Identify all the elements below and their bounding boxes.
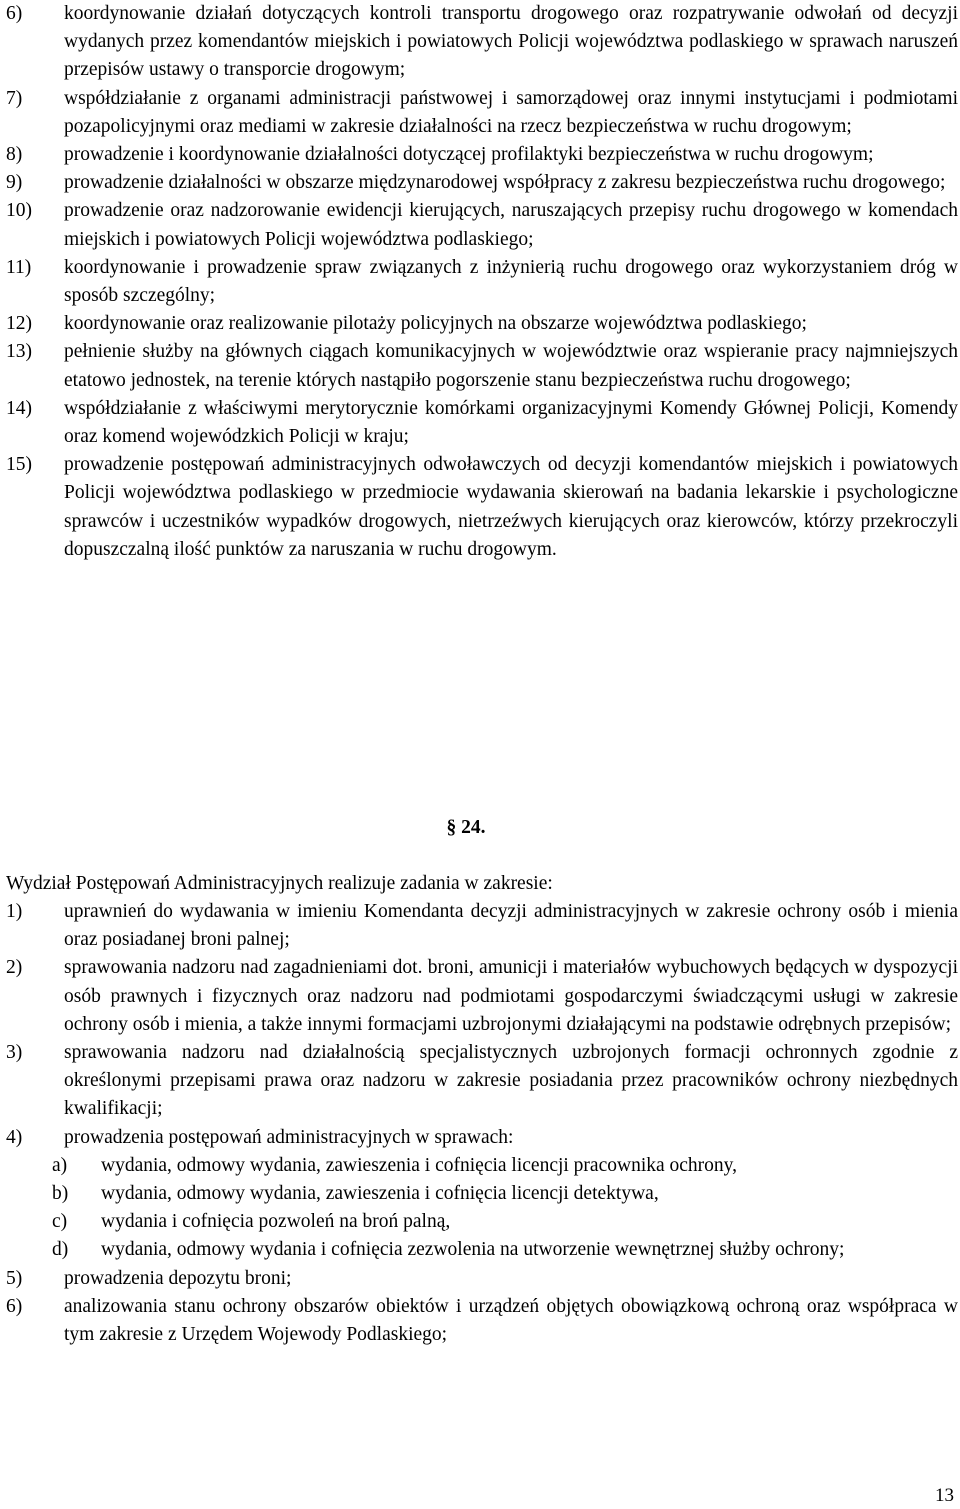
subitem-text: wydania i cofnięcia pozwoleń na broń palną, xyxy=(101,1211,451,1233)
item-text: koordynowanie i prowadzenie spraw związanych z inżynierią ruchu drogowego oraz wykorzystaniem dróg w sposób szczególny; xyxy=(64,256,958,307)
sub-list-item xyxy=(6,1152,958,1180)
subitem-letter: c) xyxy=(52,1211,68,1233)
item-text: sprawowania nadzoru nad zagadnieniami dot. broni, amunicji i materiałów wybuchowych będących w dyspozycji osób prawnych i fizycznych oraz nadzoru nad podmiotami gospodarczymi świadczącymi usługi w zakresie ochrony osób i mienia, a także innymi formacjami uzbrojonymi działającymi na podstawie odrębnych przepisów; xyxy=(64,957,958,1035)
item-text: współdziałanie z właściwymi merytorycznie komórkami organizacyjnymi Komendy Głównej Policji, Komendy oraz komend wojewódzkich Policji w kraju; xyxy=(64,397,958,448)
item-text: współdziałanie z organami administracji państwowej i samorządowej oraz innymi instytucjami i podmiotami pozapolicyjnymi oraz mediami w zakresie działalności na rzecz bezpieczeństwa w ruchu drogowym; xyxy=(64,87,958,137)
list-item xyxy=(6,141,958,169)
list-item xyxy=(6,169,958,197)
task-list-administrative xyxy=(6,898,958,1349)
list-item xyxy=(6,898,958,954)
item-number: 10) xyxy=(6,200,32,222)
list-item xyxy=(6,254,958,310)
subitem-text: wydania, odmowy wydania i cofnięcia zezwolenia na utworzenie wewnętrznej służby ochrony; xyxy=(101,1239,845,1261)
item-text: prowadzenia postępowań administracyjnych w sprawach: xyxy=(64,1126,514,1148)
item-number: 1) xyxy=(6,901,23,922)
item-number: 15) xyxy=(6,454,32,476)
item-number: 12) xyxy=(6,313,32,335)
item-text: prowadzenie działalności w obszarze międzynarodowej współpracy z zakresu bezpieczeństwa ruchu drogowego; xyxy=(64,172,946,194)
item-text: prowadzenie i koordynowanie działalności dotyczącej profilaktyki bezpieczeństwa w ruchu drogowym; xyxy=(64,144,874,166)
item-text: uprawnień do wydawania w imieniu Komendanta decyzji administracyjnych w zakresie ochrony osób i mienia oraz posiadanej broni palnej; xyxy=(64,901,958,951)
item-text: koordynowanie oraz realizowanie pilotaży policyjnych na obszarze województwa podlaskiego; xyxy=(64,313,807,335)
list-item xyxy=(6,310,958,338)
list-item xyxy=(6,1265,958,1293)
list-item xyxy=(6,1293,958,1349)
subitem-text: wydania, odmowy wydania, zawieszenia i cofnięcia licencji pracownika ochrony, xyxy=(101,1154,738,1176)
subitem-letter: b) xyxy=(52,1183,69,1205)
item-text: analizowania stanu ochrony obszarów obiektów i urządzeń objętych obowiązkową ochroną oraz współpraca w tym zakresie z Urzędem Wojewody Podlaskiego; xyxy=(64,1295,958,1346)
list-item xyxy=(6,395,958,451)
item-number: 6) xyxy=(6,1295,23,1317)
item-text: sprawowania nadzoru nad działalnością specjalistycznych uzbrojonych formacji ochronnych zgodnie z określonymi przepisami prawa oraz nadzoru w zakresie posiadania przez pracowników ochrony niezbędnych kwalifikacji; xyxy=(64,1042,958,1120)
item-text: prowadzenie postępowań administracyjnych odwoławczych od decyzji komendantów miejskich i powiatowych Policji województwa podlaskiego w przedmiocie wydawania skierowań na badania lekarskie i psychologiczne sprawców i uczestników wypadków drogowych, nietrzeźwych kierujących oraz kierowców, którzy przekroczyli dopuszczalną ilość punktów za naruszania w ruchu drogowym. xyxy=(64,454,958,560)
list-item xyxy=(6,954,958,1039)
item-text: pełnienie służby na głównych ciągach komunikacyjnych w województwie oraz wspieranie pracy najmniejszych etatowo jednostek, na terenie których nastąpiło pogorszenie stanu bezpieczeństwa ruchu drogowego; xyxy=(64,341,958,391)
sub-list-item xyxy=(6,1236,958,1264)
list-item xyxy=(6,1124,958,1152)
sub-list-item xyxy=(6,1180,958,1208)
item-number: 7) xyxy=(6,87,23,109)
item-number: 14) xyxy=(6,397,32,419)
subitem-text: wydania, odmowy wydania, zawieszenia i cofnięcia licencji detektywa, xyxy=(101,1183,659,1205)
task-list-traffic xyxy=(6,0,958,564)
item-number: 6) xyxy=(6,3,23,24)
item-number: 13) xyxy=(6,341,32,363)
item-number: 3) xyxy=(6,1042,23,1064)
list-item xyxy=(6,197,958,253)
item-number: 8) xyxy=(6,144,23,166)
item-number: 9) xyxy=(6,172,23,194)
item-number: 4) xyxy=(6,1126,23,1148)
page-number: 13 xyxy=(935,1485,954,1506)
item-text: koordynowanie działań dotyczących kontroli transportu drogowego oraz rozpatrywanie odwołań od decyzji wydanych przez komendantów miejskich i powiatowych Policji województwa podlaskiego w sprawach naruszeń przepisów ustawy o transporcie drogowym; xyxy=(64,3,958,81)
item-text: prowadzenie oraz nadzorowanie ewidencji kierujących, naruszających przepisy ruchu drogowego w komendach miejskich i powiatowych Policji województwa podlaskiego; xyxy=(64,200,958,250)
list-item xyxy=(6,1039,958,1124)
list-item xyxy=(6,451,958,564)
subitem-letter: a) xyxy=(52,1154,68,1176)
list-item xyxy=(6,0,958,85)
subitem-letter: d) xyxy=(52,1239,69,1261)
sub-list-item xyxy=(6,1208,958,1236)
item-number: 5) xyxy=(6,1267,23,1289)
item-number: 11) xyxy=(6,256,32,278)
list-item xyxy=(6,338,958,394)
section-heading: § 24. xyxy=(446,817,486,838)
item-number: 2) xyxy=(6,957,23,979)
list-item xyxy=(6,85,958,141)
item-text: prowadzenia depozytu broni; xyxy=(64,1267,292,1289)
section-intro: Wydział Postępowań Administracyjnych realizuje zadania w zakresie: xyxy=(6,873,553,894)
